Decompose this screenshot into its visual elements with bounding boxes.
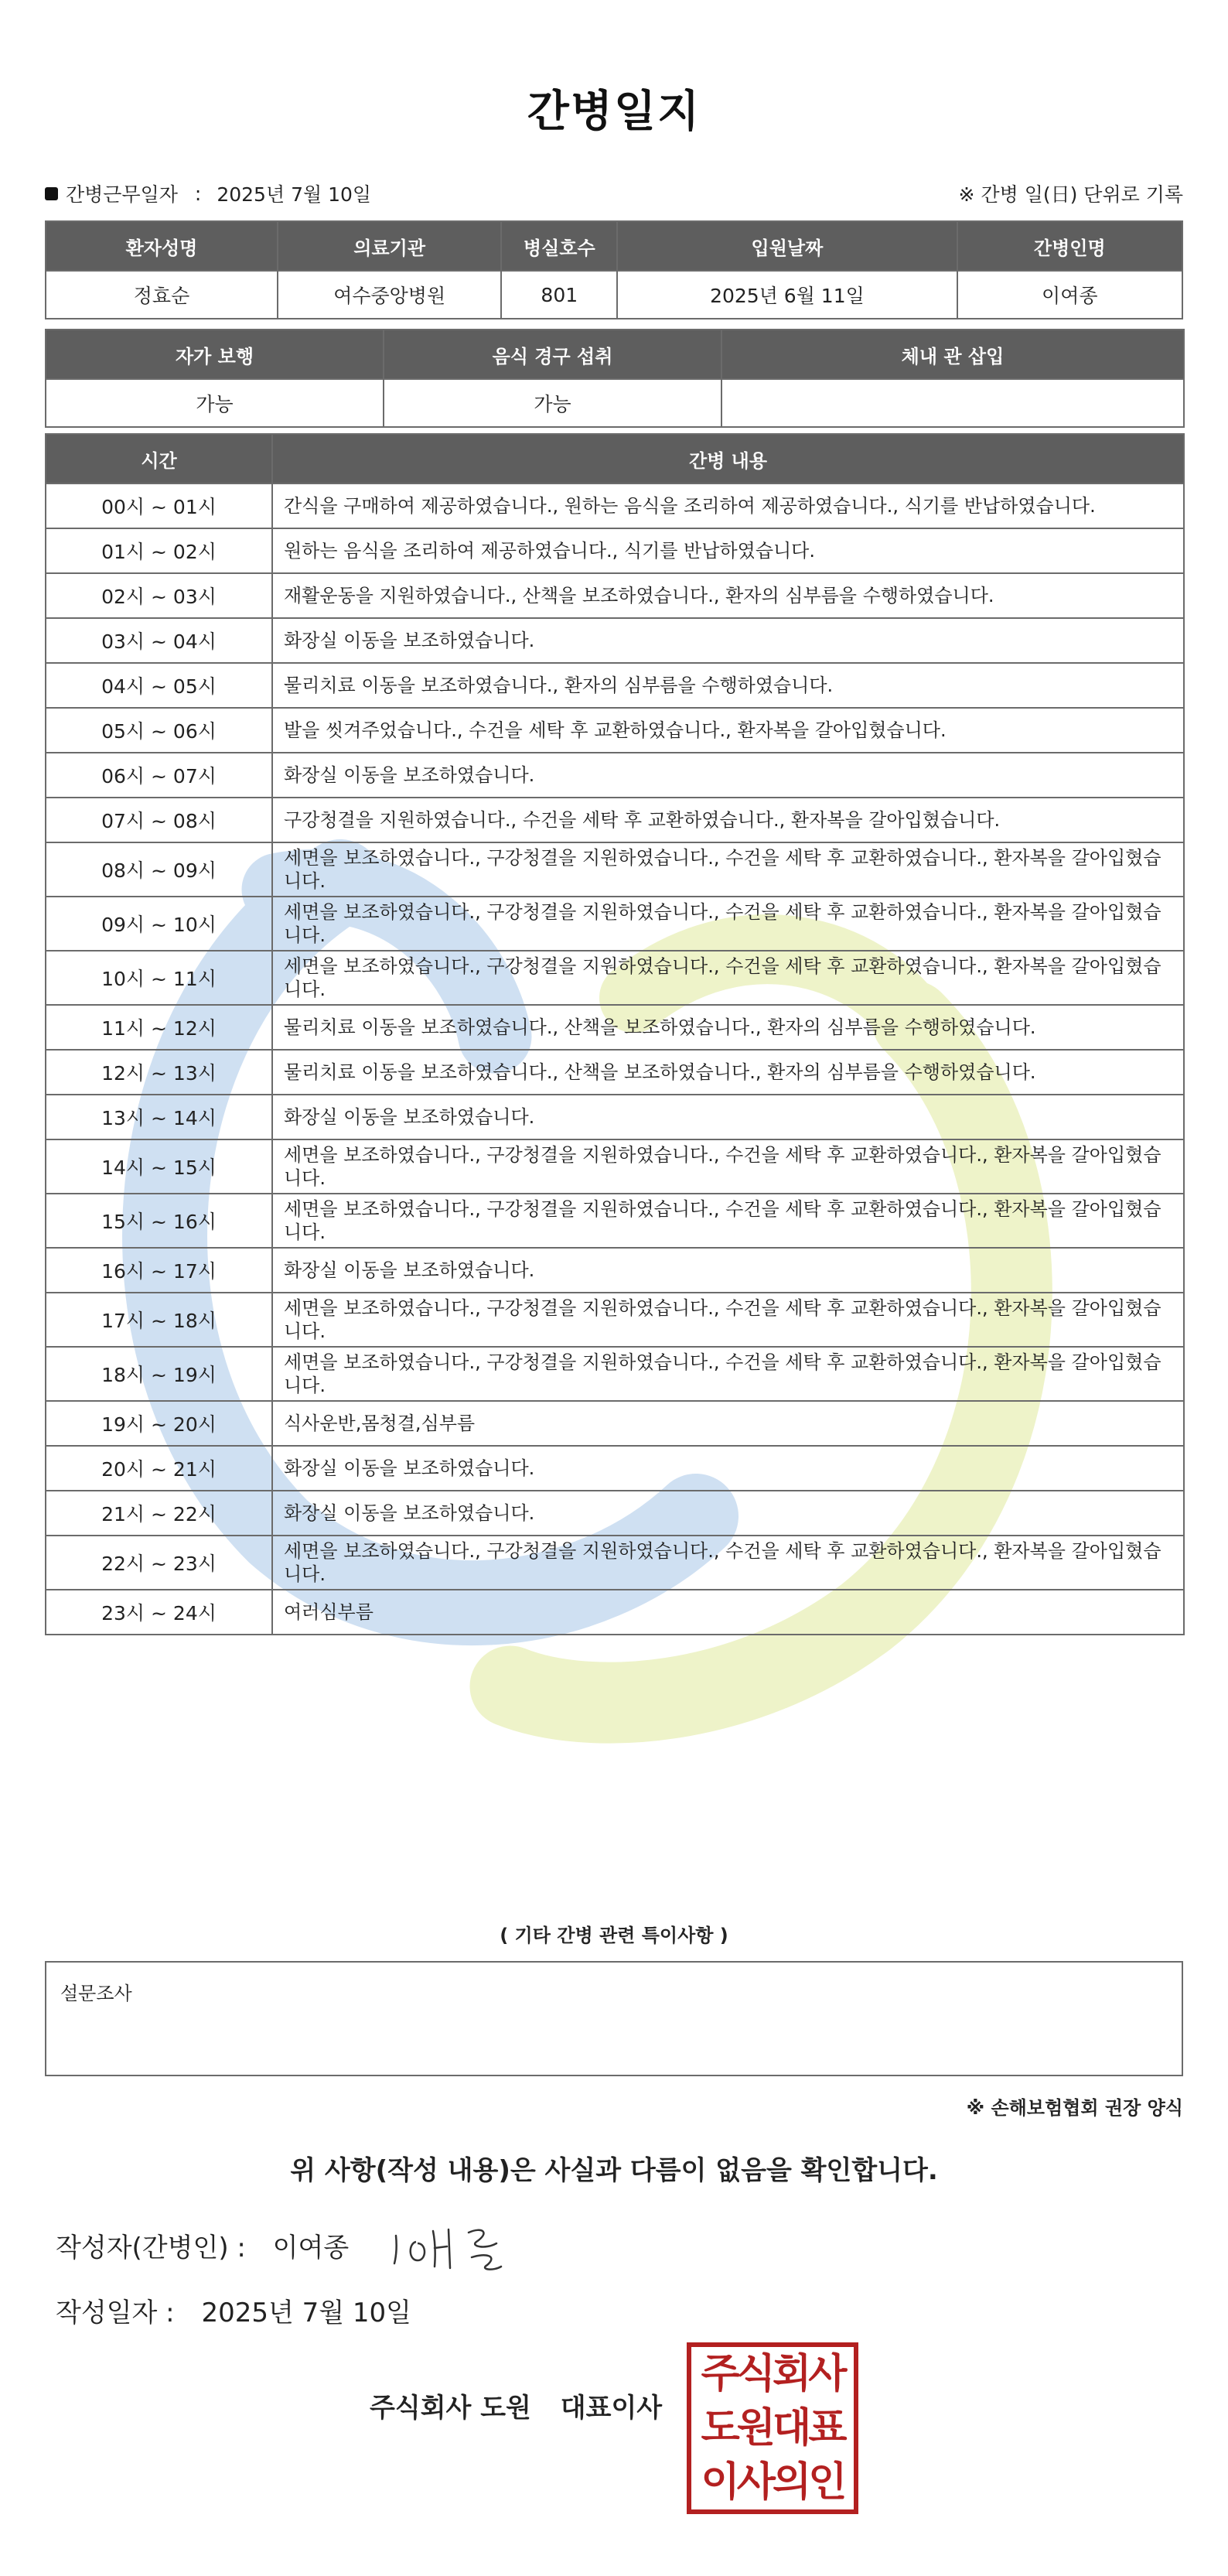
patient-name: 정효순	[46, 271, 278, 319]
page-title: 간병일지	[527, 87, 701, 137]
seal-line: 도원대표	[701, 2405, 844, 2451]
care-log-time: 23시 ~ 24시	[46, 1590, 272, 1635]
care-log-body	[46, 483, 1184, 1635]
care-log-content: 세면을 보조하였습니다., 구강청결을 지원하였습니다., 수건을 세탁 후 교환하였습니다., 환자복을 갈아입혔습니다.	[272, 951, 1184, 1005]
care-log-time: 12시 ~ 13시	[46, 1050, 272, 1095]
care-log-row	[46, 1050, 1184, 1095]
care-log-content: 물리치료 이동을 보조하였습니다., 산책을 보조하였습니다., 환자의 심부름을 수행하였습니다.	[272, 1005, 1184, 1050]
care-log-row	[46, 1248, 1184, 1293]
admission-date: 2025년 6월 11일	[617, 271, 957, 319]
care-log-time: 03시 ~ 04시	[46, 618, 272, 663]
care-log-content: 물리치료 이동을 보조하였습니다., 환자의 심부름을 수행하였습니다.	[272, 663, 1184, 708]
care-log-header-row	[46, 434, 1184, 483]
write-date-label: 작성일자 :	[56, 2298, 175, 2328]
care-log-time: 20시 ~ 21시	[46, 1446, 272, 1491]
care-log-row	[46, 618, 1184, 663]
care-log-content: 식사운반,몸청결,심부름	[272, 1401, 1184, 1446]
care-log-row	[46, 708, 1184, 753]
care-log-table	[45, 433, 1185, 1635]
care-log-time: 16시 ~ 17시	[46, 1248, 272, 1293]
care-log-content: 화장실 이동을 보조하였습니다.	[272, 1491, 1184, 1536]
work-date-value: 2025년 7월 10일	[217, 183, 372, 206]
patient-info-header-row	[46, 221, 1182, 271]
writer-label: 작성자(간병인) :	[56, 2233, 246, 2263]
care-log-content: 세면을 보조하였습니다., 구강청결을 지원하였습니다., 수건을 세탁 후 교환하였습니다., 환자복을 갈아입혔습니다.	[272, 897, 1184, 951]
patient-info-value-row	[46, 271, 1182, 319]
care-log-content: 구강청결을 지원하였습니다., 수건을 세탁 후 교환하였습니다., 환자복을 갈아입혔습니다.	[272, 798, 1184, 842]
care-log-content: 간식을 구매하여 제공하였습니다., 원하는 음식을 조리하여 제공하였습니다., 식기를 반납하였습니다.	[272, 483, 1184, 528]
work-date	[45, 179, 371, 207]
care-log-row	[46, 1590, 1184, 1635]
hospital-name: 여수중앙병원	[278, 271, 501, 319]
header-time: 시간	[46, 434, 272, 483]
company-line	[370, 2386, 662, 2424]
care-log-content: 화장실 이동을 보조하였습니다.	[272, 618, 1184, 663]
care-log-row	[46, 842, 1184, 897]
care-log-row	[46, 573, 1184, 618]
care-log-time: 01시 ~ 02시	[46, 528, 272, 573]
care-log-row	[46, 951, 1184, 1005]
confirmation-statement: 위 사항(작성 내용)은 사실과 다름이 없음을 확인합니다.	[290, 2155, 938, 2186]
care-log-content: 재활운동을 지원하였습니다., 산책을 보조하였습니다., 환자의 심부름을 수행하였습니다.	[272, 573, 1184, 618]
caregiver-name: 이여종	[957, 271, 1182, 319]
patient-info-table	[45, 220, 1183, 319]
care-log-time: 10시 ~ 11시	[46, 951, 272, 1005]
care-log-time: 02시 ~ 03시	[46, 573, 272, 618]
care-log-row	[46, 1401, 1184, 1446]
care-log-row	[46, 1293, 1184, 1347]
care-log-time: 08시 ~ 09시	[46, 842, 272, 897]
care-log-row	[46, 897, 1184, 951]
header-oral-intake: 음식 경구 섭취	[384, 330, 721, 379]
care-log-content: 세면을 보조하였습니다., 구강청결을 지원하였습니다., 수건을 세탁 후 교환하였습니다., 환자복을 갈아입혔습니다.	[272, 842, 1184, 897]
special-notes-value: 설문조사	[60, 1983, 132, 2004]
care-log-time: 09시 ~ 10시	[46, 897, 272, 951]
care-log-row	[46, 1491, 1184, 1536]
care-log-time: 11시 ~ 12시	[46, 1005, 272, 1050]
square-bullet-icon	[45, 187, 58, 200]
care-log-content: 화장실 이동을 보조하였습니다.	[272, 1248, 1184, 1293]
care-log-row	[46, 528, 1184, 573]
special-notes-title: ( 기타 간병 관련 특이사항 )	[500, 1925, 728, 1946]
care-log-time: 21시 ~ 22시	[46, 1491, 272, 1536]
header-care-content: 간병 내용	[272, 434, 1184, 483]
form-note: ※ 손해보험협회 권장 양식	[966, 2097, 1183, 2119]
work-date-row	[45, 179, 1183, 210]
care-log-row	[46, 1536, 1184, 1590]
work-date-label: 간병근무일자	[66, 183, 178, 206]
write-date-value: 2025년 7월 10일	[201, 2298, 412, 2328]
seal-line: 이사의인	[701, 2459, 844, 2506]
seal-line: 주식회사	[701, 2351, 844, 2397]
care-log-time: 19시 ~ 20시	[46, 1401, 272, 1446]
care-log-row	[46, 1347, 1184, 1401]
care-log-row	[46, 1446, 1184, 1491]
header-caregiver: 간병인명	[957, 221, 1182, 271]
care-log-time: 06시 ~ 07시	[46, 753, 272, 798]
care-log-time: 05시 ~ 06시	[46, 708, 272, 753]
care-log-content: 물리치료 이동을 보조하였습니다., 산책을 보조하였습니다., 환자의 심부름을 수행하였습니다.	[272, 1050, 1184, 1095]
header-patient-name: 환자성명	[46, 221, 278, 271]
care-log-row	[46, 798, 1184, 842]
care-log-time: 07시 ~ 08시	[46, 798, 272, 842]
header-tube-insertion: 체내 관 삽입	[721, 330, 1184, 379]
ceo-label: 대표이사	[560, 2393, 663, 2424]
writer-line	[56, 2226, 349, 2264]
care-log-content: 화장실 이동을 보조하였습니다.	[272, 753, 1184, 798]
company-name: 주식회사 도원	[370, 2393, 531, 2424]
care-log-row	[46, 753, 1184, 798]
company-seal-stamp	[687, 2342, 858, 2514]
care-log-content: 세면을 보조하였습니다., 구강청결을 지원하였습니다., 수건을 세탁 후 교환하였습니다., 환자복을 갈아입혔습니다.	[272, 1293, 1184, 1347]
care-log-row	[46, 483, 1184, 528]
care-log-time: 15시 ~ 16시	[46, 1194, 272, 1248]
status-header-row	[46, 330, 1184, 379]
care-log-content: 세면을 보조하였습니다., 구강청결을 지원하였습니다., 수건을 세탁 후 교환하였습니다., 환자복을 갈아입혔습니다.	[272, 1139, 1184, 1194]
care-log-row	[46, 1194, 1184, 1248]
care-log-content: 여러심부름	[272, 1590, 1184, 1635]
oral-intake-value: 가능	[384, 379, 721, 427]
writer-name: 이여종	[272, 2233, 350, 2263]
work-date-separator: :	[194, 182, 202, 205]
care-log-content: 화장실 이동을 보조하였습니다.	[272, 1446, 1184, 1491]
care-log-time: 13시 ~ 14시	[46, 1095, 272, 1139]
header-admission-date: 입원날짜	[617, 221, 957, 271]
care-log-time: 18시 ~ 19시	[46, 1347, 272, 1401]
handwritten-signature	[385, 2212, 540, 2274]
care-log-content: 세면을 보조하였습니다., 구강청결을 지원하였습니다., 수건을 세탁 후 교환하였습니다., 환자복을 갈아입혔습니다.	[272, 1194, 1184, 1248]
care-log-row	[46, 663, 1184, 708]
care-log-time: 14시 ~ 15시	[46, 1139, 272, 1194]
header-room: 병실호수	[501, 221, 617, 271]
care-log-row	[46, 1139, 1184, 1194]
care-log-content: 세면을 보조하였습니다., 구강청결을 지원하였습니다., 수건을 세탁 후 교환하였습니다., 환자복을 갈아입혔습니다.	[272, 1536, 1184, 1590]
care-log-content: 발을 씻겨주었습니다., 수건을 세탁 후 교환하였습니다., 환자복을 갈아입혔습니다.	[272, 708, 1184, 753]
care-log-time: 00시 ~ 01시	[46, 483, 272, 528]
care-log-content: 세면을 보조하였습니다., 구강청결을 지원하였습니다., 수건을 세탁 후 교환하였습니다., 환자복을 갈아입혔습니다.	[272, 1347, 1184, 1401]
care-log-row	[46, 1095, 1184, 1139]
care-log-time: 17시 ~ 18시	[46, 1293, 272, 1347]
care-log-time: 04시 ~ 05시	[46, 663, 272, 708]
care-log-content: 원하는 음식을 조리하여 제공하였습니다., 식기를 반납하였습니다.	[272, 528, 1184, 573]
care-log-time: 22시 ~ 23시	[46, 1536, 272, 1590]
write-date-line	[56, 2291, 411, 2329]
tube-insertion-value	[721, 379, 1184, 427]
care-log-content: 화장실 이동을 보조하였습니다.	[272, 1095, 1184, 1139]
status-value-row	[46, 379, 1184, 427]
header-self-walking: 자가 보행	[46, 330, 384, 379]
self-walking-value: 가능	[46, 379, 384, 427]
unit-note: ※ 간병 일(日) 단위로 기록	[958, 183, 1183, 206]
special-notes-box	[45, 1961, 1183, 2076]
patient-status-table	[45, 329, 1185, 428]
room-number: 801	[501, 271, 617, 319]
header-hospital: 의료기관	[278, 221, 501, 271]
care-log-row	[46, 1005, 1184, 1050]
